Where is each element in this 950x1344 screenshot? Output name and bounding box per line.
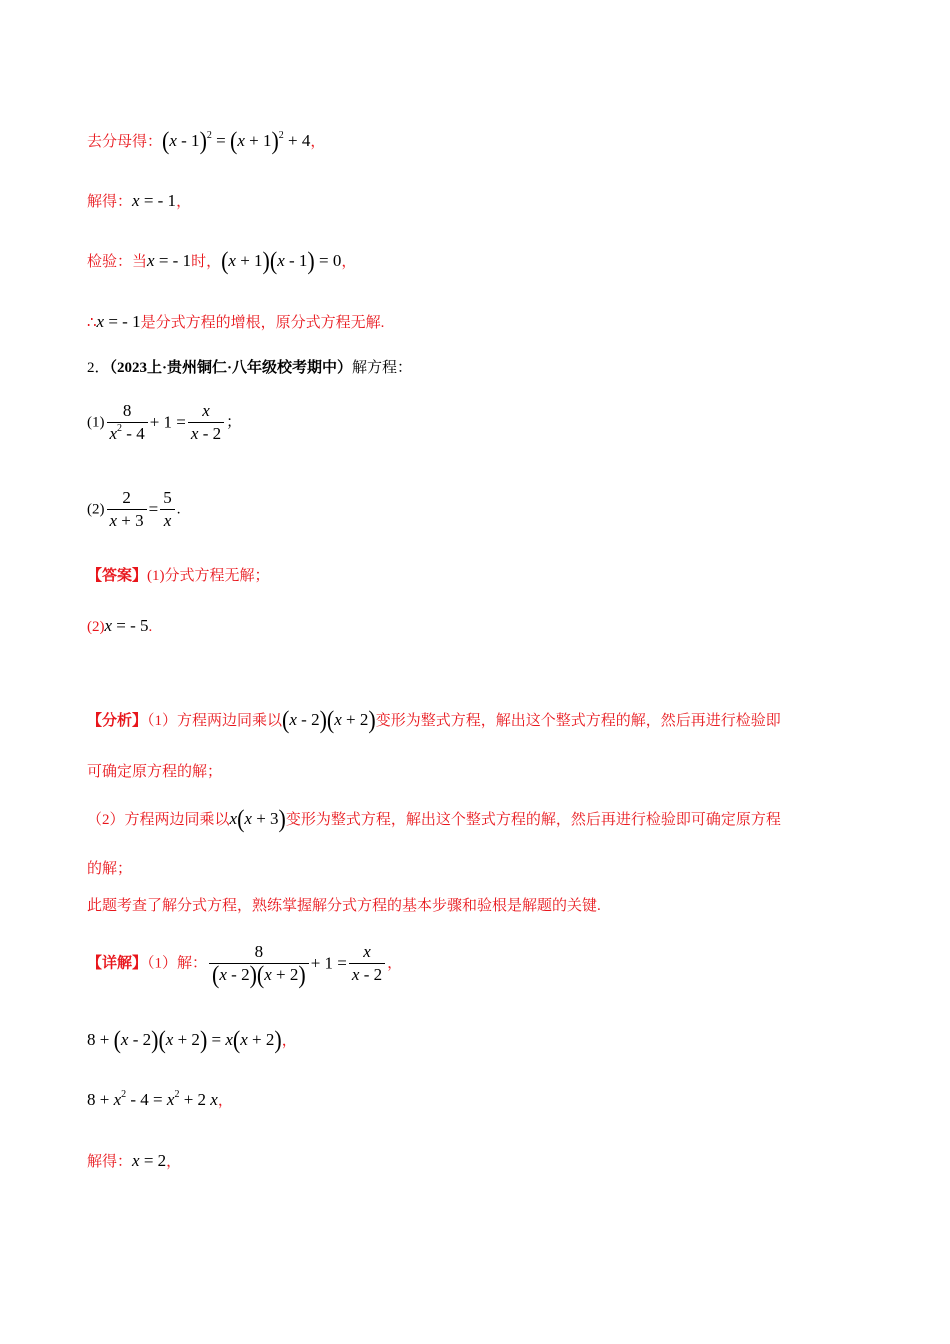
analysis-line-2 bbox=[87, 804, 781, 833]
analysis-2-prefix: （2）方程两边同乘以 bbox=[87, 812, 230, 828]
therefore-symbol: ∴ bbox=[87, 315, 97, 331]
answer-line-1 bbox=[87, 565, 270, 587]
analysis-2-cont: 的解； bbox=[87, 861, 133, 877]
comma: ， bbox=[387, 955, 403, 972]
detail-line-4 bbox=[87, 1150, 181, 1173]
part-1-label: (1) bbox=[87, 414, 105, 431]
fraction-x-over-x-minus-2-detail: $\frac{x}{x - 2}$ bbox=[349, 941, 385, 986]
label-solve: 解得： bbox=[87, 194, 133, 210]
analysis-1-cont: 可确定原方程的解； bbox=[87, 764, 223, 780]
analysis-tag: 【分析】 bbox=[87, 713, 148, 729]
detail-result: x = 2 bbox=[132, 1151, 167, 1170]
fraction-5-over-x: $\frac{5}{x}$ bbox=[160, 487, 175, 532]
comma: ， bbox=[217, 1093, 233, 1109]
analysis-2-suffix: 变形为整式方程，解出这个整式方程的解，然后再进行检验即可确定原方程 bbox=[285, 812, 781, 828]
conclusion-value: x = - 1 bbox=[96, 312, 141, 331]
detail-solve-label: 解得： bbox=[87, 1154, 133, 1170]
detail-1-label: （1）解： bbox=[147, 955, 208, 972]
detail-line-2 bbox=[87, 1025, 297, 1054]
question-2-part-2: (2) $\frac{2}{x + 3}$ = $\frac{5}{x}$ . bbox=[87, 488, 181, 530]
question-2-heading bbox=[87, 357, 412, 379]
question-prompt: 解方程： bbox=[352, 360, 413, 376]
comma: ， bbox=[281, 1033, 297, 1049]
check-equation: (x + 1)(x - 1) = 0 bbox=[221, 246, 342, 275]
part-2-end: . bbox=[176, 501, 181, 518]
question-number: 2． bbox=[87, 360, 110, 376]
answer-2-label: (2) bbox=[87, 619, 105, 635]
conclusion-text: 是分式方程的增根，原分式方程无解. bbox=[140, 315, 385, 331]
fraction-x-over-x-minus-2: $\frac{x}{x - 2}$ bbox=[188, 400, 224, 445]
answer-line-2 bbox=[87, 615, 152, 638]
question-source: （2023上·贵州铜仁·八年级校考期中） bbox=[109, 360, 353, 376]
question-2-part-1: (1) $\frac{8}{x^2 - 4}$ + 1 = $\frac{x}{x - 2}$ ； bbox=[87, 401, 242, 443]
result-x-neg1: x = - 1 bbox=[132, 191, 177, 210]
period: . bbox=[148, 619, 153, 635]
comma: ， bbox=[176, 194, 192, 210]
analysis-1-prefix: （1）方程两边同乘以 bbox=[147, 713, 283, 729]
equation-clear-denominator: $(x - 1)^2 = (x + 1)^2 + 4$ bbox=[162, 126, 311, 155]
comma: ， bbox=[341, 254, 357, 270]
step-solve-x-neg1 bbox=[87, 190, 191, 213]
equation-expanded-2: $8 + x^2 - 4 = x^2 + 2$ x bbox=[87, 1089, 218, 1109]
comma: ， bbox=[310, 134, 326, 150]
analysis-line-1 bbox=[87, 705, 781, 734]
fraction-8-over-x2-minus-4: $\frac{8}{x^2 - 4}$ bbox=[107, 400, 148, 445]
comma: ， bbox=[166, 1154, 182, 1170]
label-check: 检验：当 bbox=[87, 254, 148, 270]
analysis-2-factor: x(x + 3) bbox=[229, 804, 286, 833]
analysis-line-2-cont bbox=[87, 858, 132, 880]
fraction-8-over-factors: $\frac{8}{(x - 2)(x + 2)}$ bbox=[209, 941, 309, 986]
analysis-summary-text: 此题考查了解分式方程，熟练掌握解分式方程的基本步骤和验根是解题的关键. bbox=[87, 898, 601, 914]
analysis-line-1-cont bbox=[87, 761, 222, 783]
answer-tag: 【答案】 bbox=[87, 568, 148, 584]
answer-2-value: x = - 5 bbox=[104, 616, 149, 635]
analysis-1-factor: (x - 2)(x + 2) bbox=[282, 705, 376, 734]
equation-expanded-1: 8 + (x - 2)(x + 2) = x(x + 2) bbox=[87, 1025, 282, 1054]
detail-line-3 bbox=[87, 1089, 233, 1112]
detail-line-1: 【详解】（1）解： $\frac{8}{(x - 2)(x + 2)}$ + 1 = $\frac{x}{x - 2}$ ， bbox=[87, 942, 403, 989]
check-when: 时， bbox=[191, 254, 222, 270]
analysis-1-suffix: 变形为整式方程，解出这个整式方程的解，然后再进行检验即 bbox=[375, 713, 781, 729]
step-clear-denominator bbox=[87, 126, 326, 155]
answer-1: (1)分式方程无解； bbox=[147, 568, 270, 584]
fraction-2-over-x-plus-3: $\frac{2}{x + 3}$ bbox=[107, 487, 147, 532]
label-clear-denominator: 去分母得： bbox=[87, 134, 163, 150]
part-2-label: (2) bbox=[87, 501, 105, 518]
part-1-end: ； bbox=[226, 414, 242, 431]
conclusion bbox=[87, 311, 384, 334]
step-check bbox=[87, 246, 357, 275]
detail-tag: 【详解】 bbox=[87, 955, 148, 972]
check-value: x = - 1 bbox=[147, 251, 192, 270]
analysis-summary bbox=[87, 895, 601, 917]
